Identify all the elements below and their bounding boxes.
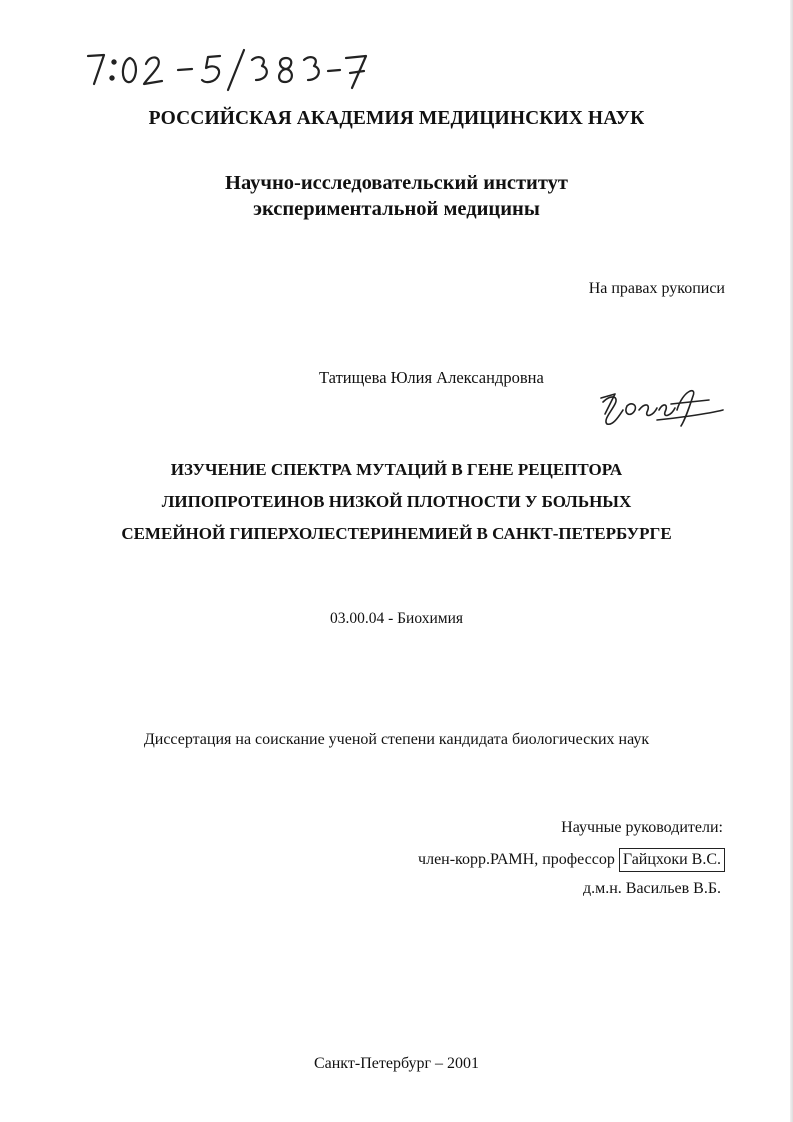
author-signature [597, 380, 727, 430]
author-name: Татищева Юлия Александровна [319, 368, 544, 387]
degree-statement: Диссертация на соискание ученой степени кандидата биологических наук [143, 731, 650, 748]
title-line-3: СЕМЕЙНОЙ ГИПЕРХОЛЕСТЕРИНЕМИЕЙ В САНКТ-ПЕТЕРБУРГЕ [121, 524, 672, 543]
academy-heading: РОССИЙСКАЯ АКАДЕМИЯ МЕДИЦИНСКИХ НАУК [148, 108, 645, 129]
title-line-2: ЛИПОПРОТЕИНОВ НИЗКОЙ ПЛОТНОСТИ У БОЛЬНЫХ [161, 492, 632, 511]
supervisor-1-title: член-корр.РАМН, профессор [418, 851, 615, 868]
city-year-footer: Санкт-Петербург – 2001 [313, 1055, 480, 1072]
title-line-1: ИЗУЧЕНИЕ СПЕКТРА МУТАЦИЙ В ГЕНЕ РЕЦЕПТОРА [170, 460, 623, 479]
dissertation-title [0, 454, 793, 550]
supervisor-1-name-framed: Гайцхоки В.С. [619, 848, 725, 872]
institute-line-2: экспериментальной медицины [253, 198, 540, 220]
handwritten-archive-number [82, 40, 372, 100]
institute-line-1: Научно-исследовательский институт [225, 172, 568, 194]
institute-heading [0, 170, 793, 222]
supervisors-heading: Научные руководители: [561, 819, 723, 836]
supervisor-2: д.м.н. Васильев В.Б. [582, 880, 721, 897]
manuscript-rights-note: На правах рукописи [588, 280, 725, 297]
supervisor-1 [418, 848, 725, 872]
specialty-code: 03.00.04 - Биохимия [330, 610, 463, 627]
